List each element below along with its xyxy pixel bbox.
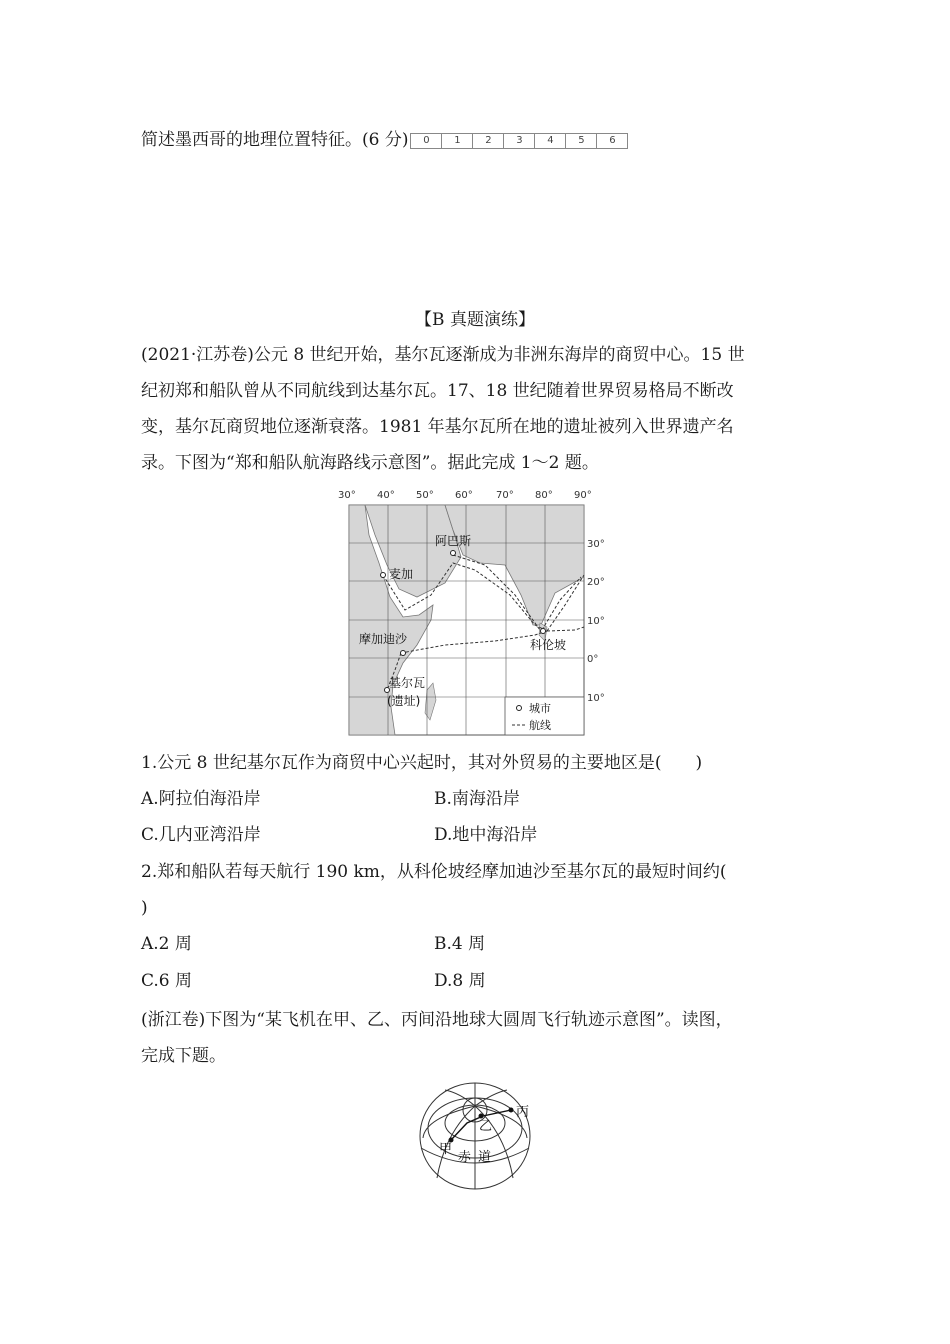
city-marker-maijia xyxy=(381,573,386,578)
passage-line: 完成下题。 xyxy=(141,1046,226,1066)
score-box xyxy=(410,133,628,149)
passage-1 xyxy=(141,337,821,481)
route-map xyxy=(335,485,615,740)
label-jia: 甲 xyxy=(439,1142,453,1157)
q2-option-a: A.2 周 xyxy=(141,934,192,954)
point-bing xyxy=(509,1108,514,1113)
label-chidao-1: 赤 xyxy=(458,1150,472,1165)
legend-city-label: 城市 xyxy=(529,702,551,715)
lat-label: 30° xyxy=(587,539,605,550)
label-yi: 乙 xyxy=(479,1119,493,1134)
city-marker-abasi xyxy=(451,551,456,556)
q1-option-d: D.地中海沿岸 xyxy=(434,825,538,845)
point-yi xyxy=(479,1114,484,1119)
q1-stem: 1.公元 8 世纪基尔瓦作为商贸中心兴起时，其对外贸易的主要地区是( ) xyxy=(141,753,703,773)
lon-label: 40° xyxy=(377,490,395,501)
legend-city-marker xyxy=(517,706,522,711)
city-label-jierwa: 基尔瓦 xyxy=(389,676,426,690)
passage-line: 录。下图为“郑和船队航海路线示意图”。据此完成 1～2 题。 xyxy=(141,453,599,473)
lat-label: 10° xyxy=(587,616,605,627)
question-text: 简述墨西哥的地理位置特征。(6 分) xyxy=(141,130,409,150)
passage-line: (浙江卷)下图为“某飞机在甲、乙、丙间沿地球大圆周飞行轨迹示意图”。读图， xyxy=(141,1010,733,1030)
score-1: 1 xyxy=(441,134,472,148)
question-6 xyxy=(141,129,628,151)
q1-option-a: A.阿拉伯海沿岸 xyxy=(141,789,261,809)
score-0: 0 xyxy=(423,134,430,146)
city-label-kelunpo: 科伦坡 xyxy=(530,638,567,652)
lon-label: 30° xyxy=(338,490,356,501)
score-3: 3 xyxy=(503,134,534,148)
city-label-yizhi: (遗址) xyxy=(387,694,421,708)
section-title: 【B 真题演练】 xyxy=(415,310,535,330)
label-chidao-2: 道 xyxy=(478,1150,492,1165)
q1-option-b: B.南海沿岸 xyxy=(434,789,520,809)
lon-label: 60° xyxy=(455,490,473,501)
globe-figure xyxy=(415,1078,540,1193)
score-6: 6 xyxy=(596,134,627,148)
score-4: 4 xyxy=(534,134,565,148)
q2-option-c: C.6 周 xyxy=(141,971,193,991)
lat-label: 10° xyxy=(587,693,605,704)
city-label-maijia: 麦加 xyxy=(389,567,414,581)
city-marker-mojiadisha xyxy=(401,651,406,656)
score-5: 5 xyxy=(565,134,596,148)
meridian-line xyxy=(423,1106,475,1138)
score-2: 2 xyxy=(472,134,503,148)
q2-option-b: B.4 周 xyxy=(434,934,486,954)
passage-line: 变，基尔瓦商贸地位逐渐衰落。1981 年基尔瓦所在地的遗址被列入世界遗产名 xyxy=(141,417,734,437)
passage-line: 纪初郑和船队曾从不同航线到达基尔瓦。17、18 世纪随着世界贸易格局不断改 xyxy=(141,381,734,401)
lon-label: 70° xyxy=(496,490,514,501)
lon-label: 90° xyxy=(574,490,592,501)
lat-label: 0° xyxy=(587,654,599,665)
lon-label: 80° xyxy=(535,490,553,501)
label-bing: 丙 xyxy=(516,1105,530,1120)
passage-2 xyxy=(141,1002,821,1074)
q2-stem-end: ) xyxy=(141,898,148,918)
q2-option-d: D.8 周 xyxy=(434,971,486,991)
lon-label: 50° xyxy=(416,490,434,501)
q1-option-c: C.几内亚湾沿岸 xyxy=(141,825,261,845)
passage-line: (2021·江苏卷)公元 8 世纪开始，基尔瓦逐渐成为非洲东海岸的商贸中心。15 世 xyxy=(141,345,745,365)
q2-stem: 2.郑和船队若每天航行 190 km，从科伦坡经摩加迪沙至基尔瓦的最短时间约( xyxy=(141,862,727,882)
city-marker-kelunpo xyxy=(541,629,546,634)
city-label-abasi: 阿巴斯 xyxy=(435,534,472,548)
lat-label: 20° xyxy=(587,577,605,588)
city-label-mojiadisha: 摩加迪沙 xyxy=(359,632,408,646)
legend-route-label: 航线 xyxy=(529,719,551,732)
